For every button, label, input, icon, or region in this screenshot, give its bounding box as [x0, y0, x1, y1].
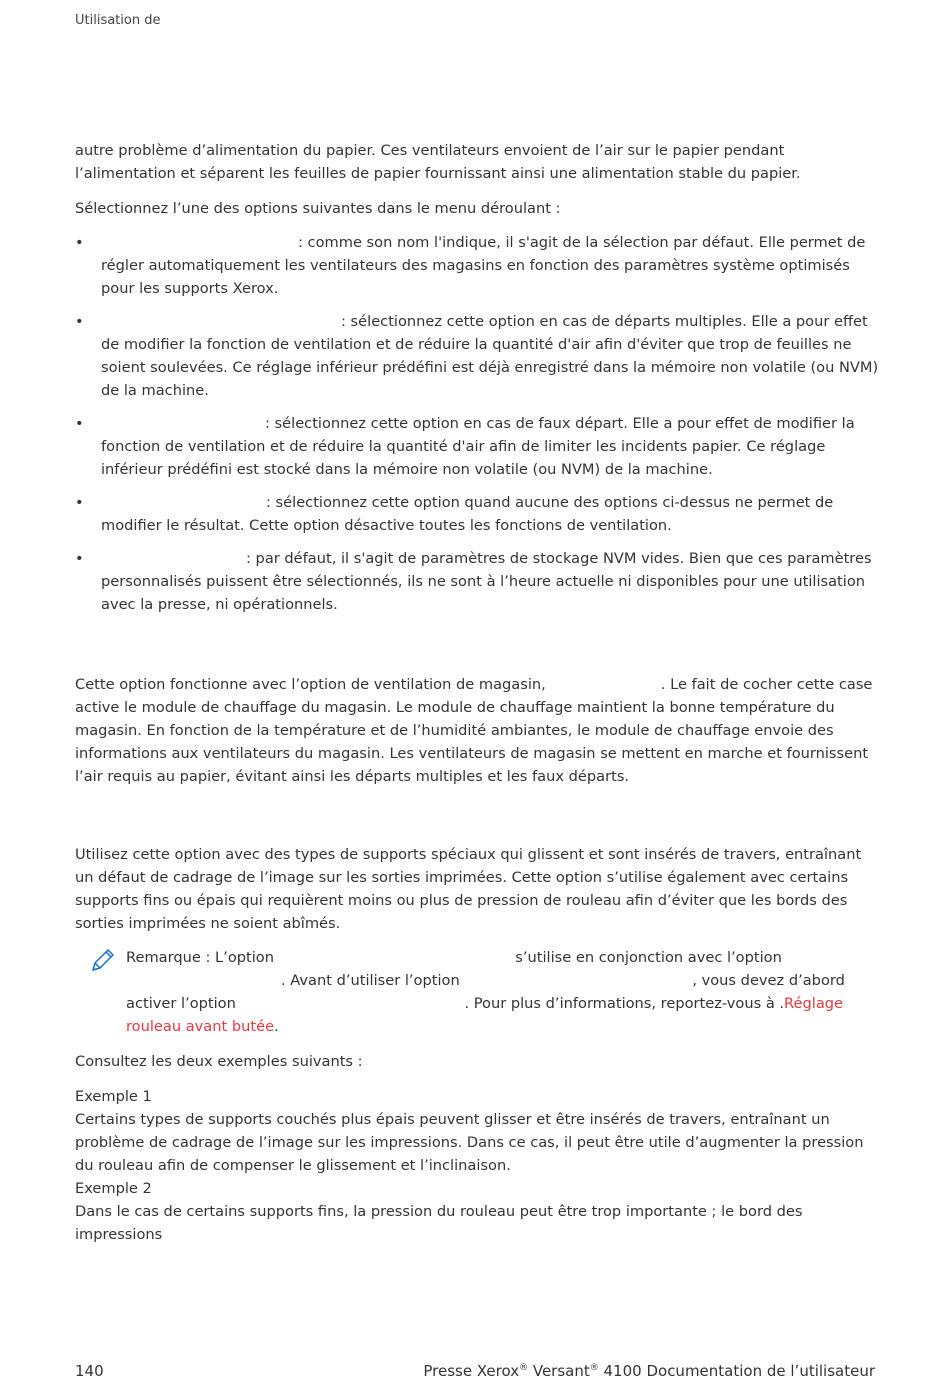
example-2-text: Dans le cas de certains supports fins, la pression du rouleau peut être trop importante ; le bord des impressions [75, 1203, 803, 1243]
tray-heater-paragraph: Cette option fonctionne avec l’option de ventilation de magasin, . Le fait de cocher cette case active le module de chauffage du magasin. Le module de chauffage maintient la bonne température du magasin. En fonction de la température et de l’humidité ambiantes, le module de chauffage envoie des informations aux ventilateurs du magasin. Les ventilateurs de magasin se mettent en marche et fournissent l’air requis au papier, évitant ainsi les départs multiples et les faux départs. [75, 676, 873, 785]
page-number: 140 [75, 1362, 104, 1380]
example-1-text: Certains types de supports couchés plus épais peuvent glisser et être insérés de travers, entraînant un problème de cadrage de l’image sur les impressions. Dans ce cas, il peut être utile d’augmenter la pression du rouleau afin de compenser le glissement et l’inclinaison. [75, 1111, 864, 1174]
list-item [75, 491, 880, 537]
list-item [75, 547, 880, 616]
roller-pressure-paragraph: Utilisez cette option avec des types de supports spéciaux qui glissent et sont insérés de travers, entraînant un défaut de cadrage de l’image sur les sorties imprimées. Cette option s’utilise également avec certains supports fins ou épais qui requièrent moins ou plus de pression de rouleau afin d’éviter que les bords des sorties imprimées ne soient abîmés. [75, 846, 862, 932]
bullet-icon: • [75, 313, 84, 330]
examples-intro: Consultez les deux exemples suivants : [75, 1053, 363, 1070]
pencil-icon [89, 948, 115, 974]
list-item [75, 310, 880, 402]
running-header: Utilisation de [75, 13, 161, 28]
tray-fan-options-list [75, 231, 880, 616]
list-item [75, 412, 880, 481]
bullet-icon: • [75, 234, 84, 251]
option-description: : sélectionnez cette option en cas de départs multiples. Elle a pour effet de modifier la fonction de ventilation et de réduire la quantité d'air afin d'éviter que trop de feuilles ne soient soulevées. Ce réglage inférieur prédéfini est déjà enregistré dans la mémoire non volatile (ou NVM) de la machine. [101, 313, 879, 399]
intro-paragraph: autre problème d’alimentation du papier. Ces ventilateurs envoient de l’air sur le papier pendant l’alimentation et séparent les feuilles de papier fournissant ainsi une alimentation stable du papier. [75, 142, 801, 182]
bullet-icon: • [75, 415, 84, 432]
footer-doc-title: Presse Xerox® Versant® 4100 Documentation de l’utilisateur [423, 1362, 875, 1380]
option-description: : sélectionnez cette option en cas de faux départ. Elle a pour effet de modifier la fonction de ventilation et de réduire la quantité d'air afin de limiter les incidents papier. Ce réglage inférieur prédéfini est stocké dans la mémoire non volatile (ou NVM) de la machine. [101, 415, 855, 478]
examples-block [75, 1085, 880, 1246]
option-description: : par défaut, il s'agit de paramètres de stockage NVM vides. Bien que ces paramètres personnalisés puissent être sélectionnés, ils ne sont à l’heure actuelle ni disponibles pour une utilisation avec la presse, ni opérationnels. [101, 550, 872, 613]
example-2-title: Exemple 2 [75, 1180, 152, 1197]
note-block: Remarque : L’option s’utilise en conjonction avec l’option . Avant d’utiliser l’option , vous devez d’abord activer l’option . Pour plus d’informations, reportez-vous à .Réglage rouleau avant butée. [75, 946, 880, 1038]
example-1-title: Exemple 1 [75, 1088, 152, 1105]
page-content [75, 139, 880, 1246]
bullet-icon: • [75, 494, 84, 511]
list-item [75, 231, 880, 300]
bullet-icon: • [75, 550, 84, 567]
reference-link[interactable]: Réglage rouleau avant butée [126, 995, 844, 1035]
option-description: : comme son nom l'indique, il s'agit de la sélection par défaut. Elle permet de régler automatiquement les ventilateurs des magasins en fonction des paramètres système optimisés pour les supports Xerox. [101, 234, 866, 297]
options-intro: Sélectionnez l’une des options suivantes dans le menu déroulant : [75, 200, 561, 217]
option-description: : sélectionnez cette option quand aucune des options ci-dessus ne permet de modifier le résultat. Cette option désactive toutes les fonctions de ventilation. [101, 494, 834, 534]
